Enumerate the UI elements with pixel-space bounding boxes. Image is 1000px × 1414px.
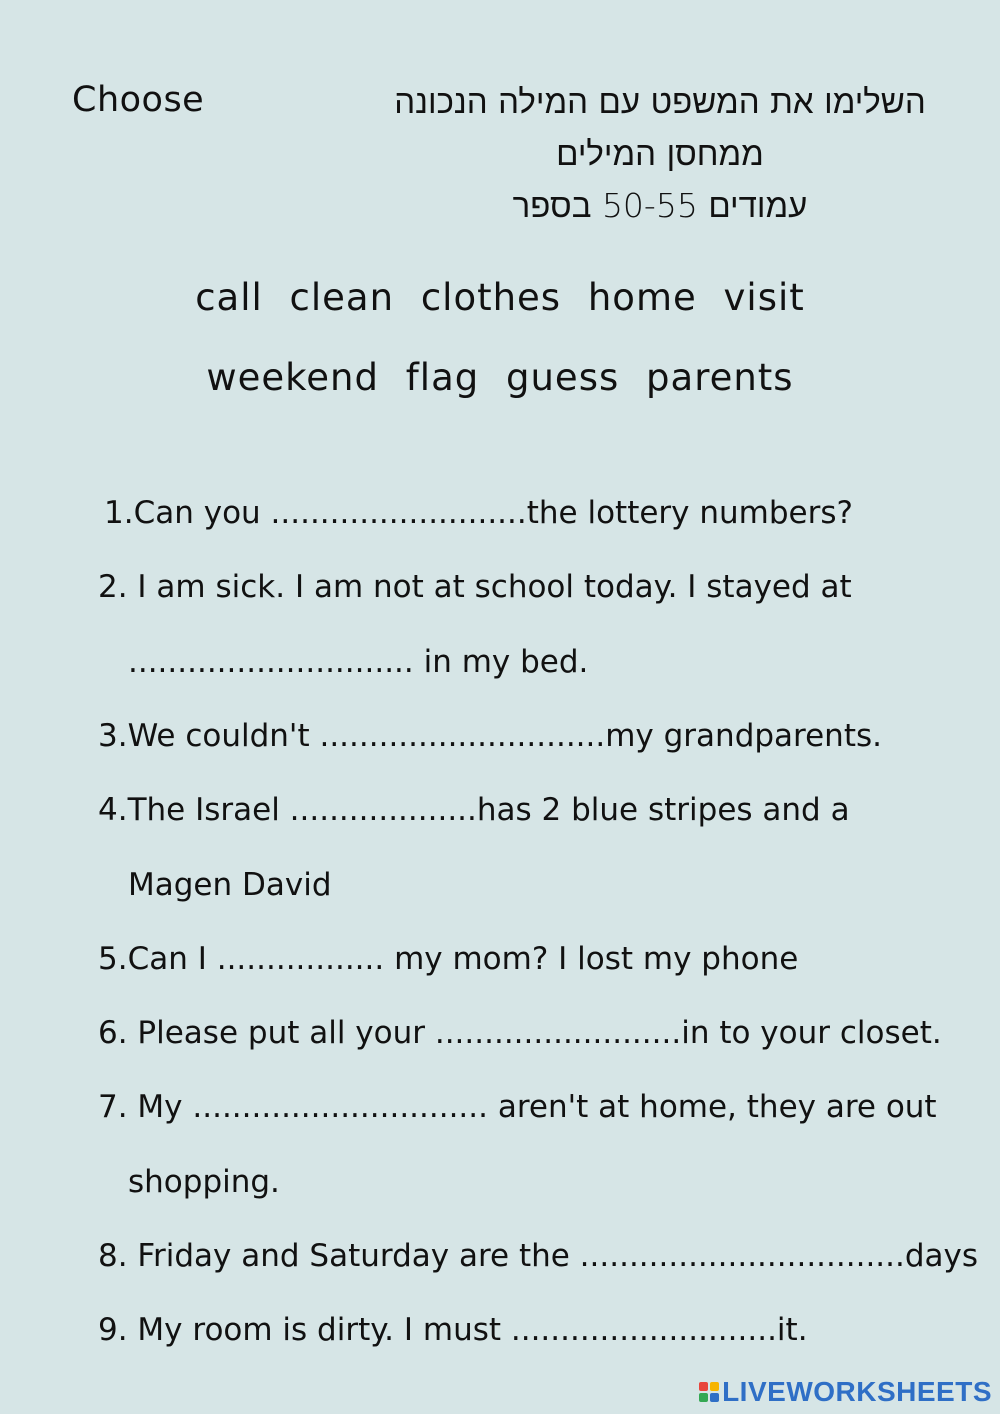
question-number: 3. [98, 718, 128, 754]
hebrew-instructions [380, 76, 940, 232]
question-8 [98, 1238, 978, 1274]
word-bank-item: visit [723, 276, 805, 319]
question-text: Can you ..........................the lottery numbers? [133, 495, 853, 531]
word-bank-item: home [587, 276, 697, 319]
word-bank-item: clothes [420, 276, 562, 319]
question-number: 9. [98, 1312, 128, 1348]
question-1 [104, 495, 853, 531]
question-2-continuation: ............................. in my bed. [128, 644, 589, 680]
word-bank-item: flag [405, 356, 480, 399]
question-3 [98, 718, 882, 754]
word-bank-item: clean [289, 276, 395, 319]
instruction-heading: Choose [72, 80, 205, 120]
logo-square [710, 1382, 719, 1391]
question-text: Please put all your .........................in to your closet. [127, 1015, 942, 1051]
question-text: We couldn't .............................my grandparents. [127, 718, 882, 754]
question-6 [98, 1015, 942, 1051]
question-text: I am sick. I am not at school today. I stayed at [127, 569, 852, 605]
question-text: My .............................. aren't at home, they are out [127, 1089, 937, 1125]
logo-square [710, 1393, 719, 1402]
question-text: The Israel ...................has 2 blue stripes and a [127, 792, 850, 828]
question-number: 5. [98, 941, 128, 977]
word-bank-row-2 [0, 356, 1000, 399]
question-number: 8. [98, 1238, 128, 1274]
question-number: 7. [98, 1089, 128, 1125]
question-2 [98, 569, 852, 605]
question-9 [98, 1312, 808, 1348]
question-4 [98, 792, 850, 828]
question-number: 6. [98, 1015, 128, 1051]
hebrew-line-1: השלימו את המשפט עם המילה הנכונה [394, 82, 926, 121]
question-text: Friday and Saturday are the .................................days [127, 1238, 979, 1274]
logo-square [699, 1382, 708, 1391]
word-bank-item: weekend [206, 356, 379, 399]
hebrew-line-3: עמודים 50-55 בספר [512, 186, 808, 225]
question-number: 4. [98, 792, 128, 828]
question-7 [98, 1089, 937, 1125]
logo-square [699, 1393, 708, 1402]
word-bank-item: parents [646, 356, 794, 399]
question-number: 2. [98, 569, 128, 605]
question-text: Can I ................. my mom? I lost my phone [127, 941, 799, 977]
word-bank-item: guess [506, 356, 620, 399]
question-7-continuation: shopping. [128, 1164, 280, 1200]
hebrew-line-2: ממחסן המילים [556, 134, 764, 173]
question-number: 1. [104, 495, 134, 531]
question-5 [98, 941, 798, 977]
logo-grid-icon [699, 1382, 719, 1402]
liveworksheets-logo [699, 1376, 992, 1408]
logo-text: LIVEWORKSHEETS [722, 1376, 992, 1407]
word-bank-row-1 [0, 276, 1000, 319]
question-4-continuation: Magen David [128, 867, 332, 903]
word-bank-item: call [195, 276, 263, 319]
question-text: My room is dirty. I must ...........................it. [127, 1312, 808, 1348]
